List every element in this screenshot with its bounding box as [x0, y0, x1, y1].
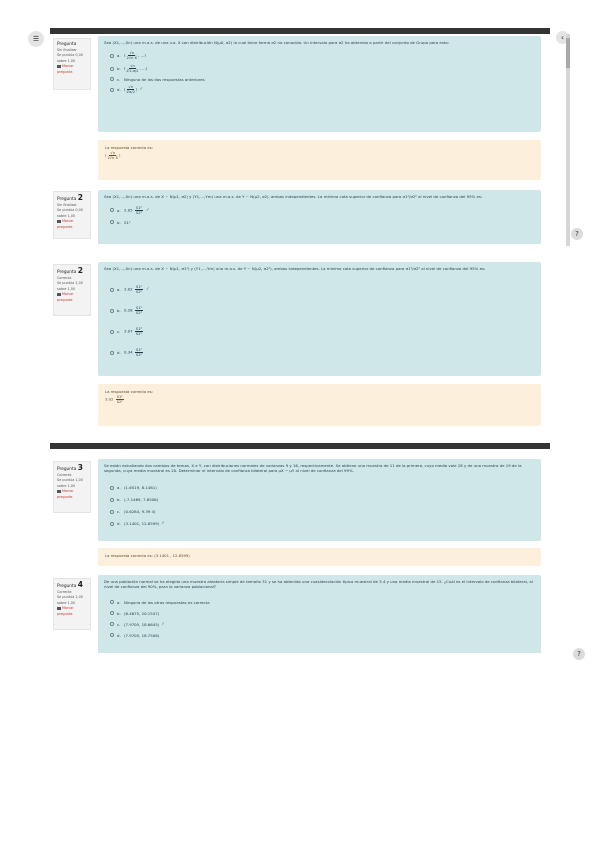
flag-question-link[interactable]: Marcar pregunta — [57, 219, 74, 229]
question-label: Pregunta 2 — [57, 266, 83, 275]
radio-button[interactable] — [110, 522, 114, 526]
question-score: Se puntúa 1,00 sobre 1,00 — [57, 281, 83, 291]
question-score: Se puntúa 0,00 sobre 1,00 — [57, 208, 83, 218]
question-text: De una población normal se ha elegido una muestra aleatoria simple de tamaño 31 y se ha obtenido una cuasidesviación típica muestral de 3.4 y una media muestral de 15. ¿Cuál es el intervalo de confianza bilateral, al nivel de confianza del 90%, para la varianza poblacional? — [104, 579, 533, 590]
radio-button[interactable] — [110, 633, 114, 637]
question-score: Se puntúa 1,00 sobre 1,00 — [57, 595, 83, 605]
radio-button[interactable] — [110, 498, 114, 502]
radio-button[interactable] — [110, 288, 114, 292]
radio-button[interactable] — [110, 600, 114, 604]
correct-answer-box-3 — [98, 548, 541, 566]
question-text: Sea (X1,…,Xn) una m.a.s. de X ~ N(μ1, σ2) y (Y1,…,Ym) una m.a.s. de Y ~ N(μ2, σ2), ambas independientes. La mínima cota superior de confianza para σ1²/σ2² al nivel de confianza del 95% es: — [104, 194, 483, 199]
option-b[interactable]: b. (-7.1469, 7.6506) — [110, 494, 535, 506]
radio-button[interactable] — [110, 486, 114, 490]
question-box-4 — [98, 459, 541, 541]
question-state: Correcta — [57, 589, 72, 594]
top-navbar — [50, 28, 550, 34]
question-label: Pregunta — [57, 42, 77, 47]
chevron-left-icon[interactable]: ‹ — [556, 31, 569, 44]
hamburger-icon[interactable]: ☰ — [28, 31, 44, 47]
option-b[interactable]: b. ( $\frac{√n}{Z1-\alpha/2}$ , …) — [110, 62, 535, 75]
radio-button[interactable] — [110, 54, 114, 58]
scrollbar-thumb[interactable] — [566, 38, 570, 68]
question-text: Se están estudiando dos cambios de temas, X e Y, con distribuciones normales de varianzas 9 y 16, respectivamente. Se obtiene una muestra de 11 de la primera, cuyo media vale 28 y de una muestra de 19 de la segunda, cuya media muestral es 20. Determinar el intervalo de confianza bilateral para μX − μY al nivel de confianza del 99%. — [104, 463, 522, 474]
option-b[interactable]: b. (6.4675, 20.1547) — [110, 608, 535, 619]
option-c[interactable]: c. Ninguna de las dos respuestas anteriores — [110, 75, 535, 83]
flag-icon — [57, 490, 61, 493]
radio-button[interactable] — [110, 309, 114, 313]
answer-prefix: La respuesta correcta es: — [105, 389, 154, 394]
question-info-3 — [53, 264, 91, 316]
question-icon[interactable]: ? — [571, 228, 583, 240]
question-state: Correcta — [57, 472, 72, 477]
flag-icon — [57, 607, 61, 610]
check-circle-icon: ✓ — [161, 521, 165, 527]
option-c[interactable]: c. (7.9705, 18.6645) ✓ — [110, 619, 535, 630]
answer-text: La respuesta correcta es: (3.1401 , 12.8599) — [105, 553, 190, 558]
flag-question-link[interactable]: Marcar pregunta — [57, 489, 74, 499]
question-state: Correcta — [57, 275, 72, 280]
flag-question-link[interactable]: Marcar pregunta — [57, 292, 74, 302]
option-b[interactable]: b. S1² — [110, 217, 535, 227]
option-a[interactable]: a. Ninguna de las otras respuestas es correcta — [110, 597, 535, 608]
radio-button[interactable] — [110, 510, 114, 514]
question-label: Pregunta 3 — [57, 463, 83, 472]
radio-button[interactable] — [110, 77, 114, 81]
check-circle-icon: ✓ — [145, 287, 150, 293]
correct-answer-box-2: La respuesta correcta es: 3.02 $\frac{\text{S1²}}{\text{S2²}}$ — [98, 384, 541, 426]
check-circle-icon: ✓ — [139, 87, 144, 93]
top-navbar — [50, 443, 550, 449]
radio-button[interactable] — [110, 208, 114, 212]
question-text: Sea (X1,…,Xn) una m.a.s. de una v.a. X con distribución N(μ0, σ2) la cual tiene forma σ2 no conocida. Un intervalo para σ2 ha obtenido a partir del conjunto de Grupo para esto: — [104, 40, 450, 45]
question-state: Sin finalizar — [57, 47, 77, 52]
flag-icon — [57, 293, 61, 296]
question-info-1 — [53, 38, 91, 90]
option-a[interactable]: a. (1.6519, 8.1481) — [110, 482, 535, 494]
question-box-1 — [98, 36, 541, 132]
radio-button[interactable] — [110, 351, 114, 355]
option-a[interactable]: a. ( $\frac{√n}{\text{2√n X̄}}$ , …) — [110, 49, 535, 62]
question-score: Se puntúa 1,00 sobre 1,00 — [57, 478, 83, 488]
radio-button[interactable] — [110, 220, 114, 224]
question-info-2 — [53, 191, 91, 239]
correct-answer-box-1: La respuesta correcta es: ( $\frac{√n}{\text{2√n X̄}}$ ) — [98, 140, 541, 180]
question-label: Pregunta 2 — [57, 193, 83, 202]
flag-question-link[interactable]: Marcar pregunta — [57, 606, 74, 616]
option-d[interactable]: d. ( $\frac{√n}{Z\alpha/2}$ ) ✓ — [110, 83, 535, 96]
question-box-3 — [98, 262, 541, 376]
option-c[interactable]: c. 3.07 $\frac{\text{S1²}}{\text{S2²}}$ — [110, 321, 535, 342]
option-c[interactable]: c. (0.6284, 9.39 4) — [110, 506, 535, 518]
radio-button[interactable] — [110, 330, 114, 334]
question-icon[interactable]: ? — [573, 648, 585, 660]
question-box-5 — [98, 575, 541, 655]
option-d[interactable]: d. (3.1401, 12.8599) ✓ — [110, 518, 535, 530]
question-text: Sea (X1,…,Xn) una m.a.s. de X ~ N(μ1, σ1²) y (Y1,…,Ym) una m.a.s. de Y ~ N(μ2, σ2²), ambas independientes. La mínima cota superior de confianza para σ1²/σ2² al nivel de confianza del 95% es: — [104, 266, 486, 271]
check-circle-icon: ✓ — [161, 621, 165, 627]
question-info-5 — [53, 578, 91, 630]
question-box-2 — [98, 190, 541, 246]
flag-question-link[interactable]: Marcar pregunta — [57, 64, 74, 74]
radio-button[interactable] — [110, 67, 114, 71]
question-score: Se puntúa 0,00 sobre 1,00 — [57, 53, 83, 63]
radio-button[interactable] — [110, 611, 114, 615]
flag-icon — [57, 65, 61, 68]
answer-prefix: La respuesta correcta es: — [105, 145, 154, 150]
radio-button[interactable] — [110, 88, 114, 92]
check-circle-icon: ✓ — [145, 207, 150, 213]
question-label: Pregunta 4 — [57, 580, 83, 589]
radio-button[interactable] — [110, 622, 114, 626]
question-state: Sin finalizar — [57, 202, 77, 207]
option-a[interactable]: a. 3.02 $\frac{\text{S1²}}{\text{S2²}}$ ✓ — [110, 279, 535, 300]
option-d[interactable]: d. (7.9705, 18.7508) — [110, 630, 535, 641]
question-info-4 — [53, 461, 91, 513]
option-b[interactable]: b. 0.28 $\frac{\text{S1²}}{\text{S2²}}$ — [110, 300, 535, 321]
option-d[interactable]: d. 0.34 $\frac{\text{S1²}}{\text{S2²}}$ — [110, 342, 535, 363]
option-a[interactable]: a. 2.05 $\frac{\text{S1²}}{\text{S2²}}$ ✓ — [110, 203, 535, 217]
flag-icon — [57, 220, 61, 223]
